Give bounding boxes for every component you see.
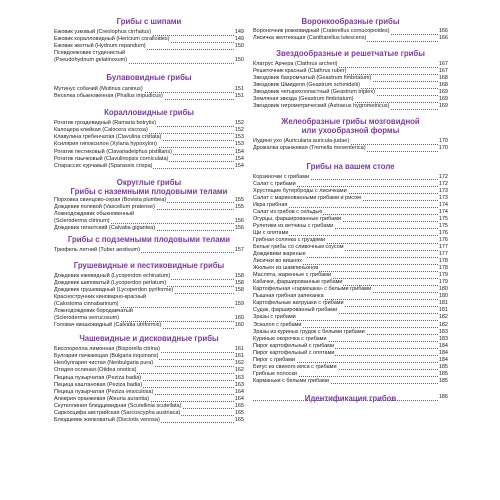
entry-title: Скутеллиния блюдцевидная (Scutellinia scutellata) (54, 402, 182, 409)
toc-entry[interactable] (253, 293, 448, 300)
toc-entry[interactable] (54, 127, 244, 134)
section-heading: Грибы с подземными плодовыми телами (67, 234, 231, 244)
entry-title: Лисички во вишнях (253, 258, 302, 265)
entry-title: Пирог картофельный с грибами (253, 342, 335, 349)
entry-title: Решеточник красный (Clathrus ruber) (253, 68, 347, 75)
page-number: 183 (438, 335, 448, 342)
entry-title: Корзиночки с грибами (253, 173, 310, 180)
entry-title: Калоцера клейкая (Calocera viscosa) (54, 127, 148, 134)
page-number: 164 (234, 395, 244, 402)
toc-entry[interactable] (54, 273, 244, 280)
toc-entry[interactable] (54, 218, 244, 225)
page-number: 167 (438, 68, 448, 75)
toc-entry[interactable] (54, 57, 244, 64)
toc-entry[interactable] (253, 138, 448, 145)
entry-title: Ежовик желтый (Hydnum repandum) (54, 43, 146, 50)
toc-entry[interactable] (54, 247, 244, 254)
toc-entry[interactable] (54, 197, 244, 204)
page-number: 184 (438, 356, 448, 363)
page-number: 176 (438, 236, 448, 243)
entry-title: Ложнодождевик бородавчатый (54, 308, 133, 315)
page-number: 182 (438, 321, 448, 328)
entry-title: (Scleroderma citrinum) (54, 217, 110, 224)
page-number: 169 (438, 96, 448, 103)
entry-title: Дождевик гигантский (Calvatia gigantea) (54, 224, 156, 231)
page-number: 178 (438, 258, 448, 265)
toc-left-column (54, 0, 244, 424)
toc-entry[interactable] (253, 209, 448, 216)
page-number: 175 (438, 215, 448, 222)
page-number: 181 (438, 300, 448, 307)
entry-title: Жюльен из шампиньонов (253, 265, 319, 272)
toc-entry[interactable] (253, 272, 448, 279)
page-number: 180 (438, 286, 448, 293)
section-heading: Грибы на вашем столе (306, 161, 395, 171)
entry-title: Блюдцевик жилковатый (Disciotis venosa) (54, 416, 160, 423)
entry-title: Пирог с грибами (253, 356, 296, 363)
entry-title: Щи с опятами (253, 229, 289, 236)
entry-title: Ложнодождевик обыкновенный (54, 210, 135, 217)
toc-entry[interactable] (253, 322, 448, 329)
section-heading: Грибы с наземными плодовыми телами (70, 186, 228, 196)
entry-title: Лисичка желтеющая (Cantharellus lutescens) (253, 35, 367, 42)
page-number: 154 (234, 148, 244, 155)
toc-entry[interactable] (253, 223, 448, 230)
entry-title: Спарассис курчавый (Sparassis crispa) (54, 162, 153, 169)
entry-title: Рулетики из ветчины с грибами (253, 222, 334, 229)
page-number: 184 (438, 342, 448, 349)
toc-entry[interactable] (54, 163, 244, 170)
page-number: 150 (234, 57, 244, 64)
page-number: 155 (234, 196, 244, 203)
entry-title: Земляная звезда (Geastrum fimbriatum) (253, 96, 354, 103)
entry-title: Эскалоп с грибами (253, 321, 302, 328)
toc-entry[interactable] (54, 149, 244, 156)
entry-title: Грибная солянка с груздями (253, 236, 326, 243)
toc-entry[interactable] (54, 156, 244, 163)
entry-title: (Scleroderma verrucosum) (54, 315, 120, 322)
toc-entry[interactable] (54, 225, 244, 232)
page-number: 165 (234, 409, 244, 416)
entry-title: Пецица каштановая (Peziza badia) (54, 381, 143, 388)
page-number: 177 (438, 251, 448, 258)
entry-title: (Calostoma cinnabarinum) (54, 301, 119, 308)
entry-title: Псевдоежовик студенистый (54, 50, 126, 57)
entry-title: Дождевики жареные (253, 251, 306, 258)
toc-entry[interactable] (253, 258, 448, 265)
entry-title: Грибные полоски (253, 370, 298, 377)
toc-entry[interactable] (54, 86, 244, 93)
page-number: 177 (438, 243, 448, 250)
entry-title: Звездовик четырехлопастный (Geastrum triplex) (253, 89, 375, 96)
entry-title: Необулгария чистая (Neobulgaria pura) (54, 360, 154, 367)
toc-entry[interactable] (253, 394, 448, 401)
entry-title: Головач мешковидный (Calvatia utriformis) (54, 322, 162, 329)
entry-title: Салат с грибами (253, 180, 296, 187)
toc-entry[interactable] (253, 286, 448, 293)
page-number: 183 (438, 328, 448, 335)
toc-entry[interactable] (253, 244, 448, 251)
toc-entry[interactable] (54, 360, 244, 367)
page-number: 180 (438, 293, 448, 300)
entry-title: Салат с маринованными грибами и рисом (253, 194, 361, 201)
page-number: 169 (438, 89, 448, 96)
entry-title: Звездовик бахромчатый (Geastrum fimbriatum) (253, 75, 372, 82)
toc-entry[interactable] (253, 230, 448, 237)
section-heading: или ухообразной формы (301, 126, 400, 136)
entry-title: Иудино ухо (Auricularia auricula-judae) (253, 138, 350, 145)
toc-entry[interactable] (54, 396, 244, 403)
entry-title: Огурцы, фаршированные грибами (253, 215, 342, 222)
section-heading: Воронкообразные грибы (301, 17, 400, 26)
page-number: 170 (438, 145, 448, 152)
toc-entry[interactable] (253, 35, 448, 42)
entry-title: Пирог картофельный с опятами (253, 349, 335, 356)
toc-entry[interactable] (54, 375, 244, 382)
entry-title: Зразы из куриных грудок с белыми грибами (253, 328, 365, 335)
entry-title: Куриные окорочка с грибами (253, 335, 327, 342)
toc-entry[interactable] (253, 357, 448, 364)
toc-entry[interactable] (54, 382, 244, 389)
section-heading: Булавовидные грибы (106, 73, 192, 83)
page-number: 166 (438, 28, 448, 34)
entry-title: Вороночник рожковидный (Craterellus cornucopioides) (253, 28, 390, 34)
toc-entry[interactable] (54, 141, 244, 148)
toc-entry[interactable] (253, 174, 448, 181)
page-number: 159 (234, 301, 244, 308)
toc-entry[interactable] (54, 346, 244, 353)
toc-entry[interactable] (253, 145, 448, 152)
page-number: 150 (234, 43, 244, 50)
toc-entry[interactable] (253, 188, 448, 195)
page-number: 149 (234, 29, 244, 35)
page-number: 186 (438, 393, 448, 400)
toc-entry[interactable] (253, 371, 448, 378)
entry-title: Дрожалка оранжевая (Tremella mesenterica) (253, 145, 366, 152)
page-number: 174 (438, 208, 448, 215)
entry-title: Ежовик узковый (Creolophus cirrhatus) (54, 29, 152, 35)
page-number: 169 (438, 103, 448, 110)
page-number: 165 (234, 416, 244, 423)
section-heading: Коралловидные грибы (104, 108, 194, 118)
page-number: 158 (234, 287, 244, 294)
toc-entry[interactable] (253, 378, 448, 385)
toc-entry[interactable] (253, 329, 448, 336)
entry-title: Рогатик гроздевидный (Ramaria botrytis) (54, 120, 157, 127)
toc-entry[interactable] (54, 134, 244, 141)
entry-title: Судак, фаршированный грибами (253, 307, 338, 314)
page-number: 166 (438, 35, 448, 42)
page-number: 160 (234, 322, 244, 329)
entry-title: Краснострунник киноварно-красный (54, 294, 147, 301)
page-number: 158 (234, 279, 244, 286)
toc-entry[interactable] (253, 343, 448, 350)
toc-entry[interactable] (253, 103, 448, 110)
page-number: 153 (234, 134, 244, 141)
page-number: 168 (438, 82, 448, 89)
entry-title: Бисспорелла лимонная (Bisporella citrina) (54, 346, 160, 353)
toc-entry[interactable] (253, 75, 448, 82)
entry-title: Рогатик пестиковый (Clavariadelphus pistillaris) (54, 148, 172, 155)
page-number: 153 (234, 141, 244, 148)
page-number: 185 (438, 377, 448, 384)
page-number: 154 (234, 162, 244, 169)
toc-entry[interactable] (54, 403, 244, 410)
section-heading: Грибы с шипами (116, 17, 182, 26)
section-heading: Округлые грибы (116, 177, 182, 187)
toc-entry[interactable] (54, 280, 244, 287)
entry-title: Салат из грибов с сельдью (253, 208, 323, 215)
toc-right-column (253, 0, 448, 401)
page-number: 161 (234, 346, 244, 353)
entry-title: Картофельные ватрушки с грибами (253, 300, 344, 307)
toc-entry[interactable] (54, 211, 244, 218)
section-heading: Звездообразные и решетчатые грибы (276, 49, 425, 59)
toc-entry[interactable] (253, 265, 448, 272)
toc-entry[interactable] (253, 350, 448, 357)
toc-entry[interactable] (253, 216, 448, 223)
page-number: 149 (234, 36, 244, 43)
page-number: 162 (234, 367, 244, 374)
toc-entry[interactable] (54, 417, 244, 424)
toc-entry[interactable] (54, 367, 244, 374)
page-number: 167 (438, 61, 448, 68)
page-number: 174 (438, 201, 448, 208)
toc-entry[interactable] (253, 202, 448, 209)
entry-title: Порховка свинцово-серая (Bovista plumbea) (54, 196, 167, 203)
toc-entry[interactable] (54, 410, 244, 417)
page-number: 156 (234, 217, 244, 224)
page-number: 179 (438, 272, 448, 279)
section-heading: Грушевидные и пестиковидные грибы (73, 260, 225, 270)
entry-title: Хрустящие бутерброды с лисичками (253, 187, 347, 194)
toc-entry[interactable] (253, 251, 448, 258)
entry-title: Пецица пузырчатая (Peziza badia) (54, 374, 142, 381)
page-number: 151 (234, 86, 244, 93)
page-number: 154 (234, 155, 244, 162)
entry-title: Бигус из свиного мяса с грибами (253, 363, 337, 370)
page-number: 160 (234, 315, 244, 322)
page-number: 164 (234, 388, 244, 395)
page-number: 157 (234, 246, 244, 253)
entry-title: Пышная грибная запеканка (253, 293, 324, 300)
toc-entry[interactable] (253, 364, 448, 371)
entry-title: Веселка обыкновенная (Phallus impudicus) (54, 93, 163, 100)
entry-title: Булгария пачкающая (Bulgaria inquinans) (54, 353, 159, 360)
entry-title: Карманьки с белыми грибами (253, 377, 329, 384)
toc-entry[interactable] (54, 389, 244, 396)
page-number: 172 (438, 180, 448, 187)
page-number: 152 (234, 120, 244, 127)
page-number: 176 (438, 229, 448, 236)
page-number: 163 (234, 381, 244, 388)
entry-title: Звездовик гигрометрический (Astraeus hygrometricus) (253, 103, 390, 110)
toc-entry[interactable] (54, 50, 244, 57)
entry-title: Маслята, жаренные с грибами (253, 272, 332, 279)
entry-title: Кабачки, фаршированные грибами (253, 279, 343, 286)
entry-title: Икра грибная (253, 201, 288, 208)
toc-entry[interactable] (54, 93, 244, 100)
entry-title: Отидея ослиная (Otidea onotica) (54, 367, 137, 374)
toc-entry[interactable] (253, 28, 448, 35)
page-number: 155 (234, 203, 244, 210)
toc-entry[interactable] (253, 314, 448, 321)
entry-title: Ежовик коралловидный (Hericium coralloides) (54, 36, 170, 43)
page-number: 161 (234, 353, 244, 360)
section-heading: Желеобразные грибы мозговидной (281, 117, 420, 127)
page-number: 162 (234, 360, 244, 367)
entry-title: Картофельная «гармошка» с белыми грибами (253, 286, 372, 293)
page-number: 170 (438, 138, 448, 145)
toc-entry[interactable] (253, 195, 448, 202)
page-number: 173 (438, 187, 448, 194)
section-heading: Чашевидные и дисковидные грибы (79, 334, 219, 344)
entry-title: Мутинус собачий (Mutinus caninus) (54, 86, 143, 93)
entry-title: Рогатик язычковый (Clavulinopsis corniculata) (54, 155, 169, 162)
page-number: 152 (234, 127, 244, 134)
entry-title: Алеврия оранжевая (Aleuria aurantia) (54, 395, 150, 402)
page-number: 158 (234, 272, 244, 279)
entry-title: Клавулина гребенчатая (Clavulina cristata) (54, 134, 162, 141)
entry-title: Дождевик шиповатый (Lycoperdon perlatum) (54, 279, 167, 286)
toc-entry[interactable] (54, 294, 244, 301)
page-number: 184 (438, 349, 448, 356)
page-number: 175 (438, 222, 448, 229)
entry-title: Дождевик полевой (Vascellum pratense) (54, 203, 155, 210)
dot-leader (253, 400, 438, 401)
entry-title: Дождевик грушевидный (Lycoperdon pyriforme) (54, 287, 174, 294)
entry-title: Дождевик ежевидный (Lycoperdon echinatum) (54, 272, 171, 279)
section-heading: Идентификация грибов (304, 393, 397, 403)
toc-entry[interactable] (54, 322, 244, 329)
toc-entry[interactable] (253, 181, 448, 188)
toc-entry[interactable] (253, 279, 448, 286)
toc-entry[interactable] (253, 307, 448, 314)
page-number: 173 (438, 194, 448, 201)
page-number: 185 (438, 363, 448, 370)
entry-title: Белые грибы со сливочным соусом (253, 243, 344, 250)
toc-entry[interactable] (54, 29, 244, 36)
page-number: 156 (234, 224, 244, 231)
page-number: 151 (234, 93, 244, 100)
toc-entry[interactable] (54, 204, 244, 211)
toc-entry[interactable] (253, 89, 448, 96)
entry-title: Ксилярия гипоксилон (Xylaria hypoxylon) (54, 141, 157, 148)
entry-title: Клатрус Арчера (Clathrus archeri) (253, 61, 338, 68)
page-number: 163 (234, 374, 244, 381)
toc-entry[interactable] (253, 237, 448, 244)
page-number: 168 (438, 75, 448, 82)
toc-entry[interactable] (54, 308, 244, 315)
page-number: 178 (438, 265, 448, 272)
page-number: 182 (438, 314, 448, 321)
entry-title: Зразы с грибами (253, 314, 296, 321)
entry-title: Пецица пузырчатая (Peziza vesiculosa) (54, 388, 154, 395)
page-number: 181 (438, 307, 448, 314)
entry-title: Трюфель летний (Tuber aestivum) (54, 246, 140, 253)
page-number: 165 (234, 402, 244, 409)
toc-entry[interactable] (253, 336, 448, 343)
page-number: 185 (438, 370, 448, 377)
toc-entry[interactable] (54, 353, 244, 360)
entry-title: (Pseudohydnum gelatinosum) (54, 57, 128, 64)
page-number: 172 (438, 173, 448, 180)
entry-title: Саркосцифа австрийская (Sarcoscypha austriaca) (54, 409, 181, 416)
entry-title: Звездовик Шмиделя (Geastrum schmidelii) (253, 82, 360, 89)
page-number: 179 (438, 279, 448, 286)
